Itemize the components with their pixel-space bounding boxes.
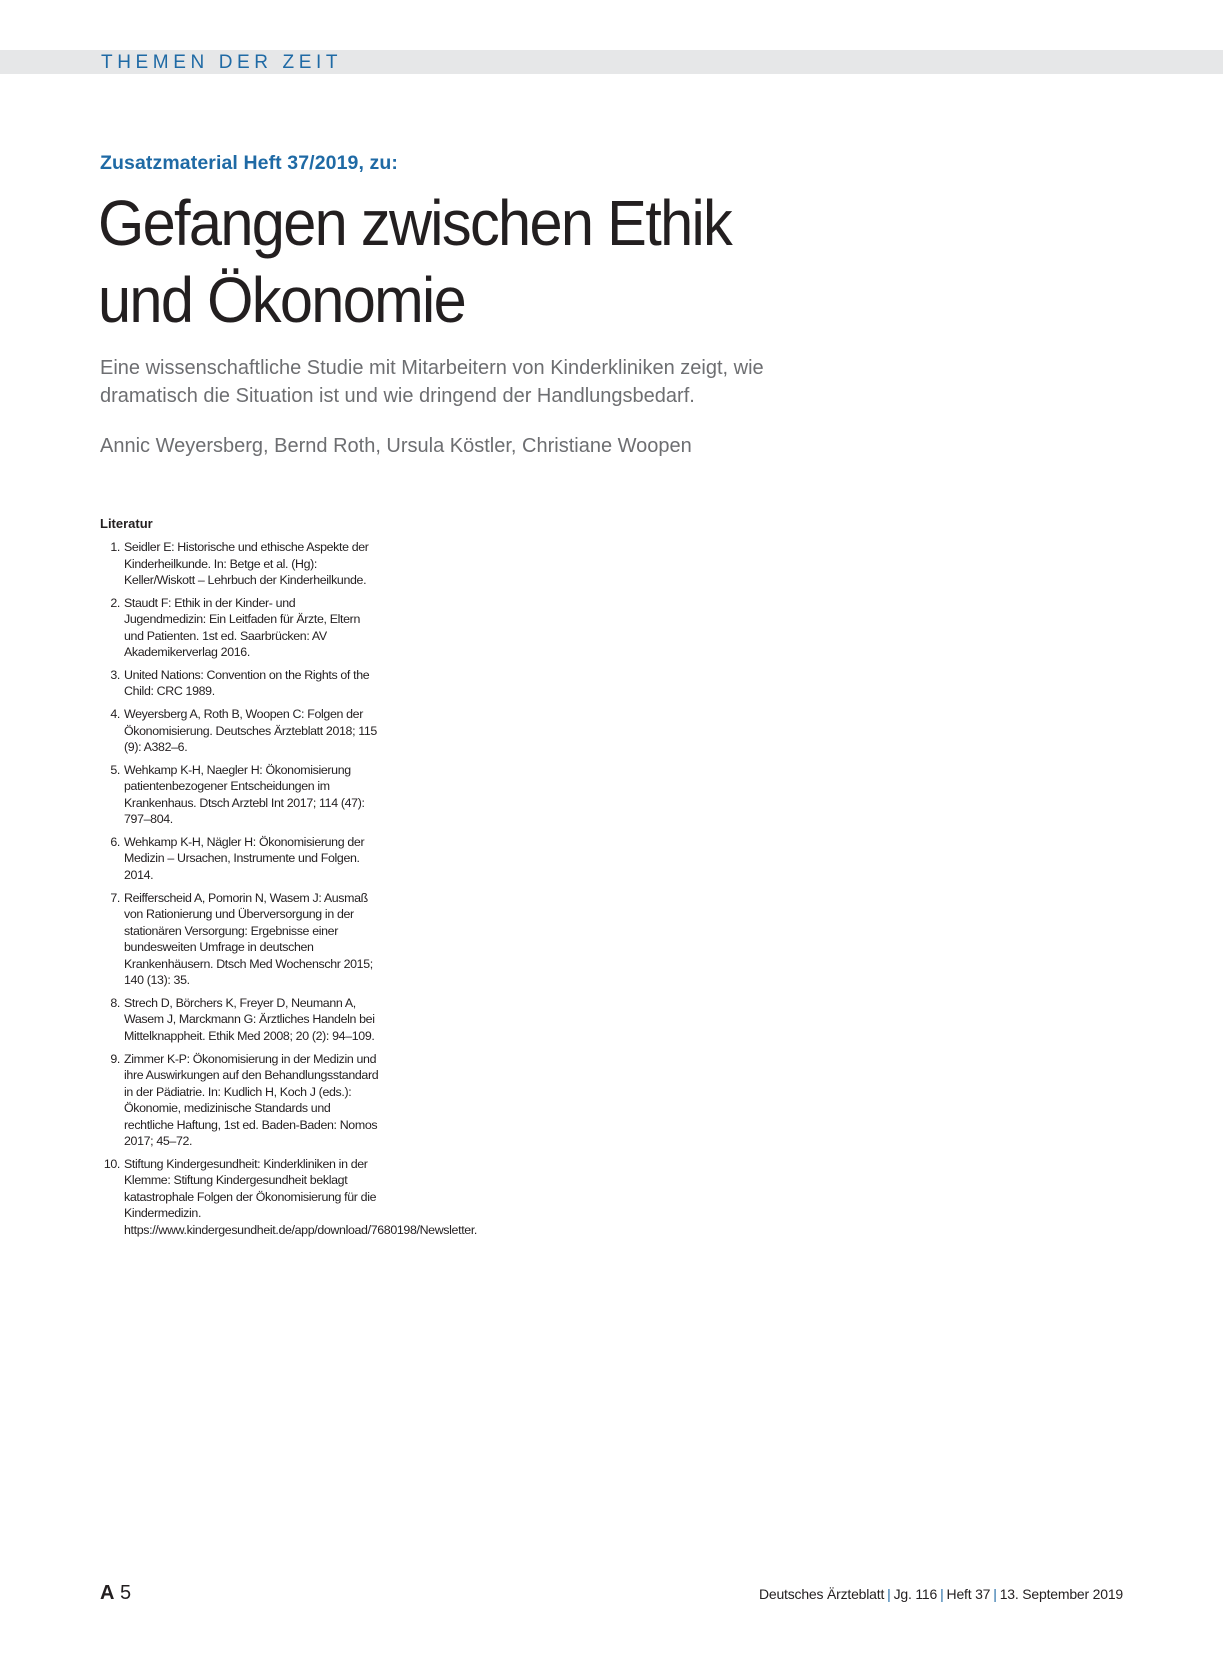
reference-number: 10.: [103, 1156, 120, 1171]
journal-issue: Heft 37: [946, 1586, 991, 1602]
page-number: [100, 1582, 131, 1605]
reference-text: Staudt F: Ethik in der Kinder- und Jugendmedizin: Ein Leitfaden für Ärzte, Eltern und Patienten. 1st ed. Saarbrücken: AV Akademikerverlag 2016.: [124, 595, 360, 660]
reference-text: Strech D, Börchers K, Freyer D, Neumann A, Wasem J, Marckmann G: Ärztliches Handeln bei Mittelknappheit. Ethik Med 2008; 20 (2): 94–109.: [124, 995, 375, 1043]
reference-number: 2.: [110, 595, 120, 610]
reference-number: 5.: [110, 762, 120, 777]
reference-item: [100, 1156, 478, 1239]
reference-text: Stiftung Kindergesundheit: Kinderkliniken in der Klemme: Stiftung Kindergesundheit beklagt katastrophale Folgen der Ökonomisierung für die Kindermedizin. https://www.kindergesundheit.de/app/download/7680198/Newsletter.: [124, 1156, 478, 1237]
reference-item: [100, 667, 380, 700]
reference-item: [100, 595, 380, 661]
literature-heading: Literatur: [100, 516, 153, 531]
reference-number: 3.: [110, 667, 120, 682]
reference-list: [100, 539, 478, 1244]
title-line-1: Gefangen zwischen Ethik: [98, 187, 732, 259]
page-column-letter: A: [100, 1582, 115, 1604]
reference-text: Zimmer K-P: Ökonomisierung in der Medizin und ihre Auswirkungen auf den Behandlungsstandard in der Pädiatrie. In: Kudlich H, Koch J (eds.): Ökonomie, medizinische Standards und rechtliche Haftung, 1st ed. Baden-Baden: Nomos 2017; 45–72.: [124, 1051, 379, 1148]
journal-name: Deutsches Ärzteblatt: [758, 1586, 885, 1602]
page-number-value: 5: [120, 1582, 132, 1604]
article-lead: Eine wissenschaftliche Studie mit Mitarbeitern von Kinderkliniken zeigt, wie dramatisch die Situation ist und wie dringend der Handlungsbedarf.: [100, 357, 764, 407]
reference-number: 1.: [110, 540, 120, 554]
journal-date: 13. September 2019: [999, 1586, 1123, 1602]
article-authors: Annic Weyersberg, Bernd Roth, Ursula Köstler, Christiane Woopen: [100, 435, 692, 457]
footer-separator: |: [993, 1586, 997, 1602]
footer-separator: |: [887, 1586, 891, 1602]
reference-item: [100, 762, 380, 828]
reference-number: 7.: [110, 890, 120, 905]
title-line-2: und Ökonomie: [98, 264, 466, 336]
reference-number: 8.: [110, 995, 120, 1010]
reference-text: Wehkamp K-H, Naegler H: Ökonomisierung patientenbezogener Entscheidungen im Krankenhaus. Dtsch Arztebl Int 2017; 114 (47): 797–804.: [124, 762, 365, 827]
reference-item: [100, 1051, 380, 1150]
reference-item: [100, 834, 380, 884]
journal-volume: Jg. 116: [893, 1586, 938, 1602]
reference-item: [100, 890, 380, 989]
section-label: THEMEN DER ZEIT: [101, 52, 343, 73]
reference-text: Reifferscheid A, Pomorin N, Wasem J: Ausmaß von Rationierung und Überversorgung in der stationären Versorgung: Ergebnisse einer bundesweiten Umfrage in deutschen Krankenhäusern. Dtsch Med Wochenschr 2015; 140 (13): 35.: [124, 890, 373, 988]
kicker: Zusatzmaterial Heft 37/2019, zu:: [100, 152, 398, 174]
reference-text: Wehkamp K-H, Nägler H: Ökonomisierung der Medizin – Ursachen, Instrumente und Folgen. 2014.: [124, 834, 365, 882]
journal-footer: [759, 1586, 1123, 1602]
reference-text: Weyersberg A, Roth B, Woopen C: Folgen der Ökonomisierung. Deutsches Ärzteblatt 2018; 115 (9): A382–6.: [124, 707, 377, 755]
article-title: [98, 185, 768, 339]
reference-number: 6.: [110, 834, 120, 849]
reference-item: [100, 706, 380, 756]
reference-item: [100, 539, 380, 589]
reference-number: 9.: [110, 1051, 120, 1066]
reference-number: 4.: [110, 707, 120, 722]
reference-text: Seidler E: Historische und ethische Aspekte der Kinderheilkunde. In: Betge et al. (Hg): Keller/Wiskott – Lehrbuch der Kinderheilkunde.: [124, 540, 369, 587]
reference-text: United Nations: Convention on the Rights of the Child: CRC 1989.: [124, 667, 370, 699]
footer-separator: |: [940, 1586, 944, 1602]
reference-item: [100, 995, 380, 1045]
